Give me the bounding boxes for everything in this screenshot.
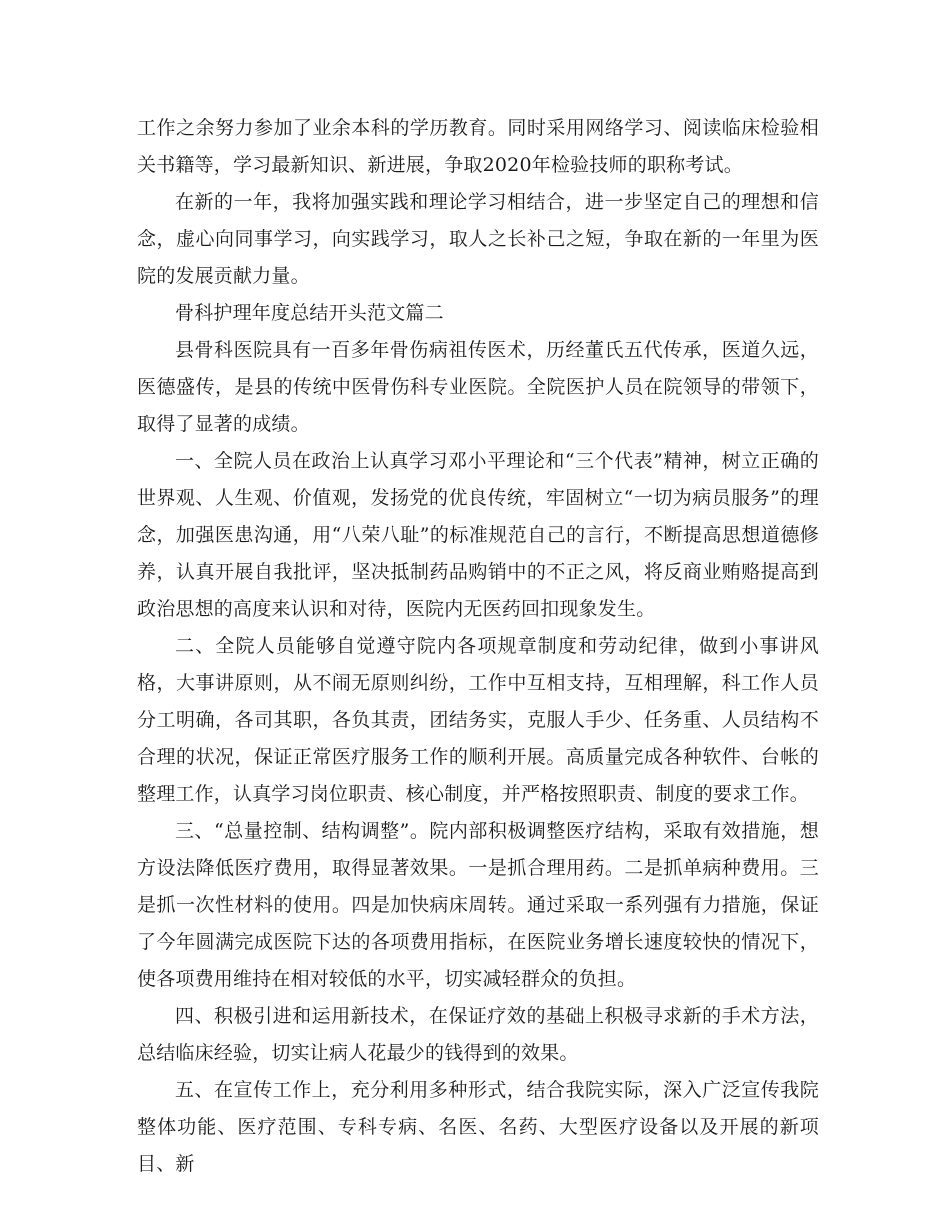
paragraph-point-one: 一、全院人员在政治上认真学习邓小平理论和“三个代表”精神，树立正确的世界观、人生观、价值观，发扬党的优良传统，牢固树立“一切为病员服务”的理念，加强医患沟通，用“八荣八耻”的标准规范自己的言行，不断提高思想道德修养，认真开展自我批评，坚决抵制药品购销中的不正之风，将反商业贿赂提高到政治思想的高度来认识和对待，医院内无医药回扣现象发生。 xyxy=(137,450,819,620)
paragraph-point-four: 四、积极引进和运用新技术，在保证疗效的基础上积极寻求新的手术方法，总结临床经验，切实让病人花最少的钱得到的效果。 xyxy=(137,1005,819,1064)
paragraph-hospital-intro: 县骨科医院具有一百多年骨伤病祖传医术，历经董氏五代传承，医道久远，医德盛传，是县的传统中医骨伤科专业医院。全院医护人员在院领导的带领下，取得了显著的成绩。 xyxy=(137,339,819,435)
paragraph-point-three: 三、“总量控制、结构调整”。院内部积极调整医疗结构，采取有效措施，想方设法降低医疗费用，取得显著效果。一是抓合理用药。二是抓单病种费用。三是抓一次性材料的使用。四是加快病床周转。通过采取一系列强有力措施，保证了今年圆满完成医院下达的各项费用指标，在医院业务增长速度较快的情况下，使各项费用维持在相对较低的水平，切实减轻群众的负担。 xyxy=(137,820,819,990)
paragraph-point-two: 二、全院人员能够自觉遵守院内各项规章制度和劳动纪律，做到小事讲风格，大事讲原则，从不闹无原则纠纷，工作中互相支持，互相理解，科工作人员分工明确，各司其职，各负其责，团结务实，克服人手少、任务重、人员结构不合理的状况，保证正常医疗服务工作的顺利开展。高质量完成各种软件、台帐的整理工作，认真学习岗位职责、核心制度，并严格按照职责、制度的要求工作。 xyxy=(137,635,819,805)
document-body xyxy=(137,110,819,1183)
paragraph-point-five: 五、在宣传工作上，充分利用多种形式，结合我院实际，深入广泛宣传我院整体功能、医疗范围、专科专病、名医、名药、大型医疗设备以及开展的新项目、新 xyxy=(137,1079,819,1175)
paragraph-new-year-plan: 在新的一年，我将加强实践和理论学习相结合，进一步坚定自己的理想和信念，虚心向同事学习，向实践学习，取人之长补己之短，争取在新的一年里为医院的发展贡献力量。 xyxy=(137,191,819,287)
section-heading: 骨科护理年度总结开头范文篇二 xyxy=(175,302,444,324)
paragraph-continued-study: 工作之余努力参加了业余本科的学历教育。同时采用网络学习、阅读临床检验相关书籍等，学习最新知识、新进展，争取2020年检验技师的职称考试。 xyxy=(137,117,819,176)
